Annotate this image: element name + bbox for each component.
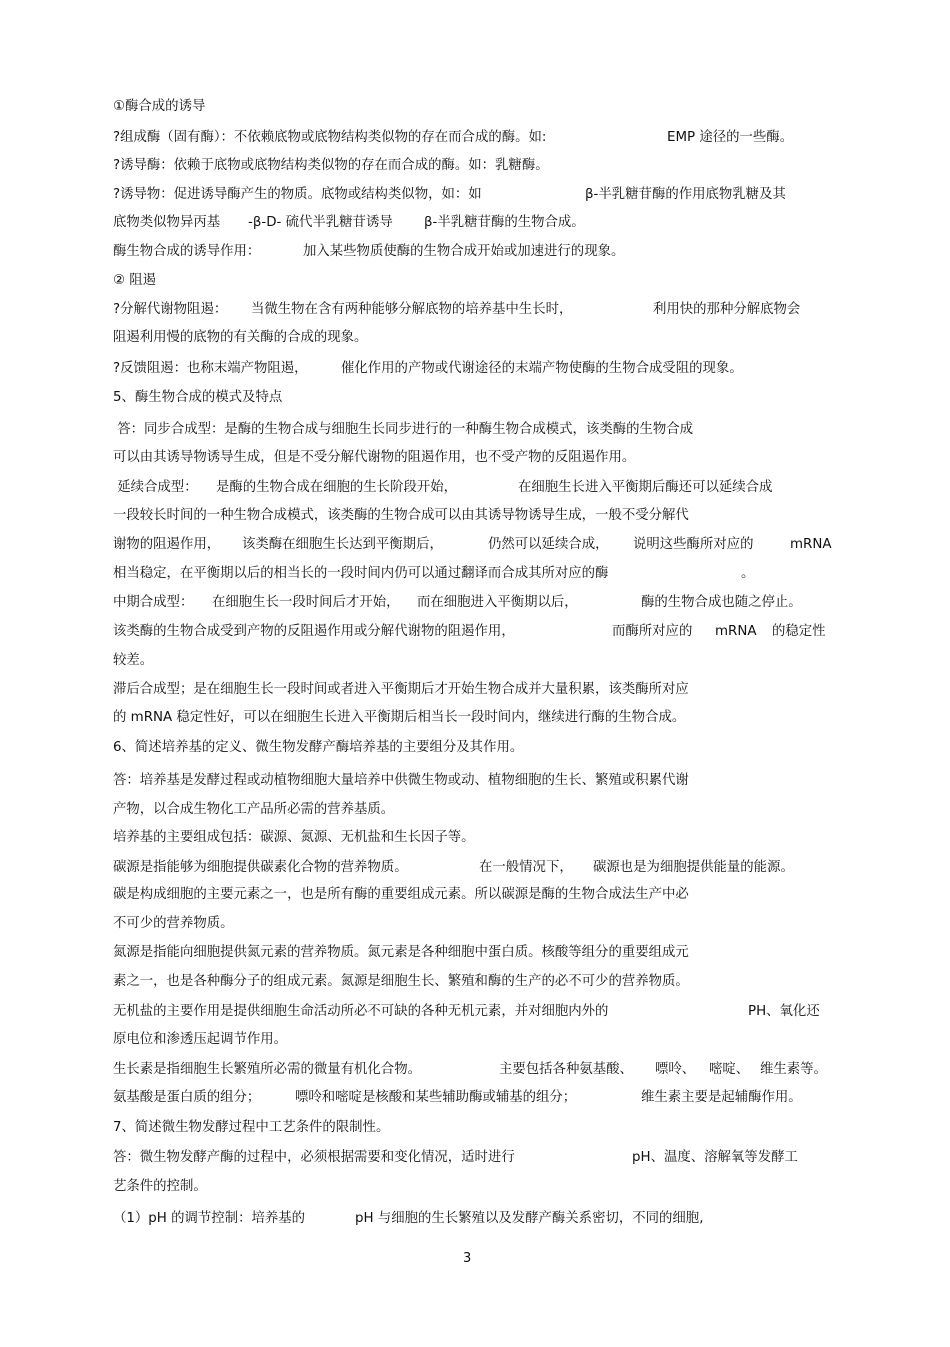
text-segment: ①酶合成的诱导 — [113, 99, 206, 114]
text-segment: 产物，以合成生物化工产品所必需的营养基质。 — [113, 802, 395, 817]
text-segment: 底物类似物异丙基 — [113, 215, 221, 230]
text-segment: 加入某些物质使酶的生物合成开始或加速进行的现象。 — [303, 244, 625, 259]
text-segment: 是酶的生物合成在细胞的生长阶段开始， — [216, 480, 458, 495]
text-segment: mRNA — [715, 624, 757, 639]
text-segment: 的稳定性 — [772, 624, 826, 639]
text-segment: 无机盐的主要作用是提供细胞生命活动所必不可缺的各种无机元素，并对细胞内外的 — [113, 1004, 609, 1019]
text-segment: ?诱导酶：依赖于底物或底物结构类似物的存在而合成的酶。如：乳糖酶。 — [113, 158, 549, 173]
text-segment: pH 与细胞的生长繁殖以及发酵产酶关系密切，不同的细胞, — [355, 1211, 704, 1226]
text-segment: 嘧啶、 — [709, 1062, 750, 1077]
text-segment: 相当稳定，在平衡期以后的相当长的一段时间内仍可以通过翻译而合成其所对应的酶 — [113, 566, 609, 581]
text-segment: 滞后合成型；是在细胞生长一段时间或者进入平衡期后才开始生物合成并大量积累，该类酶所对应 — [113, 682, 689, 697]
text-segment: ?分解代谢物阻遏： — [113, 302, 228, 317]
text-segment: 一段较长时间的一种生物合成模式，该类酶的生物合成可以由其诱导物诱导生成，一般不受分解代 — [113, 508, 689, 523]
text-segment: 在细胞生长一段时间后才开始， — [212, 595, 400, 610]
text-segment: 6、简述培养基的定义、微生物发酵产酶培养基的主要组分及其作用。 — [113, 740, 524, 755]
text-segment: β-半乳糖苷酶的作用底物乳糖及其 — [585, 187, 786, 202]
text-segment: PH、氧化还 — [748, 1004, 820, 1019]
text-segment: 氨基酸是蛋白质的组分； — [113, 1090, 261, 1105]
text-segment: 素之一，也是各种酶分子的组成元素。氮源是细胞生长、繁殖和酶的生产的必不可少的营养物质。 — [113, 974, 689, 989]
text-segment: 嘌呤和嘧啶是核酸和某些辅助酶或辅基的组分； — [295, 1090, 577, 1105]
text-segment: 酶生物合成的诱导作用： — [113, 244, 261, 259]
text-segment: 利用快的那种分解底物会 — [653, 302, 801, 317]
text-segment: 酶的生物合成也随之停止。 — [641, 595, 802, 610]
text-segment: -β-D- 硫代半乳糖苷诱导 — [248, 215, 393, 230]
text-segment: ?组成酶（固有酶）：不依赖底物或底物结构类似物的存在而合成的酶。如: — [113, 130, 547, 145]
text-segment: 7、简述微生物发酵过程中工艺条件的限制性。 — [113, 1120, 390, 1135]
text-segment: 嘌呤、 — [655, 1062, 696, 1077]
text-segment: 碳是构成细胞的主要元素之一，也是所有酶的重要组成元素。所以碳源是酶的生物合成法生产中必 — [113, 887, 689, 902]
text-segment: 仍然可以延续合成， — [488, 537, 609, 552]
page-number: 3 — [463, 1251, 472, 1266]
text-segment: ?反馈阻遏：也称末端产物阻遏， — [113, 361, 308, 376]
text-segment: mRNA — [790, 537, 832, 552]
text-segment: 可以由其诱导物诱导生成，但是不受分解代谢物的阻遏作用，也不受产物的反阻遏作用。 — [113, 450, 636, 465]
text-segment: 艺条件的控制。 — [113, 1179, 207, 1194]
text-segment: 阻遏利用慢的底物的有关酶的合成的现象。 — [113, 330, 368, 345]
text-segment: 的 mRNA 稳定性好，可以在细胞生长进入平衡期后相当长一段时间内，继续进行酶的生物合成。 — [113, 710, 686, 725]
text-segment: 较差。 — [113, 653, 154, 668]
text-segment: 中期合成型： — [113, 595, 194, 610]
text-segment: 不可少的营养物质。 — [113, 916, 234, 931]
text-segment: 当微生物在含有两种能够分解底物的培养基中生长时， — [251, 302, 573, 317]
text-segment: 该类酶在细胞生长达到平衡期后， — [242, 537, 443, 552]
text-segment: 。 — [741, 566, 755, 581]
text-segment: （1）pH 的调节控制：培养基的 — [113, 1211, 306, 1226]
text-segment: ② 阻遏 — [113, 273, 157, 288]
text-segment: 在细胞生长进入平衡期后酶还可以延续合成 — [518, 480, 773, 495]
text-segment: 谢物的阻遏作用， — [113, 537, 221, 552]
text-segment: 该类酶的生物合成受到产物的反阻遏作用或分解代谢物的阻遏作用， — [113, 624, 515, 639]
text-segment: 5、酶生物合成的模式及特点 — [113, 390, 283, 405]
text-segment: pH、温度、溶解氧等发酵工 — [632, 1150, 798, 1165]
text-segment: 氮源是指能向细胞提供氮元素的营养物质。氮元素是各种细胞中蛋白质。核酸等组分的重要组成元 — [113, 945, 689, 960]
text-segment: ?诱导物：促进诱导酶产生的物质。底物或结构类似物，如：如 — [113, 187, 482, 202]
text-segment: 延续合成型： — [113, 480, 198, 495]
text-segment: 在一般情况下， — [479, 860, 573, 875]
text-segment: 而酶所对应的 — [612, 624, 693, 639]
text-segment: 答：微生物发酵产酶的过程中，必须根据需要和变化情况，适时进行 — [113, 1150, 515, 1165]
text-segment: 说明这些酶所对应的 — [633, 537, 754, 552]
text-segment: 答：同步合成型：是酶的生物合成与细胞生长同步进行的一种酶生物合成模式，该类酶的生物合成 — [113, 422, 694, 437]
text-segment: EMP 途径的一些酶。 — [667, 130, 794, 145]
text-segment: β-半乳糖苷酶的生物合成。 — [424, 215, 585, 230]
text-segment: 原电位和渗透压起调节作用。 — [113, 1032, 288, 1047]
text-segment: 催化作用的产物或代谢途径的末端产物使酶的生物合成受阻的现象。 — [341, 361, 743, 376]
text-segment: 生长素是指细胞生长繁殖所必需的微量有机化合物。 — [113, 1062, 421, 1077]
text-segment: 主要包括各种氨基酸、 — [499, 1062, 633, 1077]
text-segment: 维生素主要是起辅酶作用。 — [641, 1090, 802, 1105]
text-segment: 碳源是指能够为细胞提供碳素化合物的营养物质。 — [113, 860, 408, 875]
text-segment: 而在细胞进入平衡期以后， — [417, 595, 578, 610]
text-segment: 答：培养基是发酵过程或动植物细胞大量培养中供微生物或动、植物细胞的生长、繁殖或积累代谢 — [113, 773, 689, 788]
text-segment: 维生素等。 — [760, 1062, 827, 1077]
text-segment: 培养基的主要组成包括：碳源、氮源、无机盐和生长因子等。 — [113, 830, 475, 845]
text-segment: 碳源也是为细胞提供能量的能源。 — [593, 860, 794, 875]
